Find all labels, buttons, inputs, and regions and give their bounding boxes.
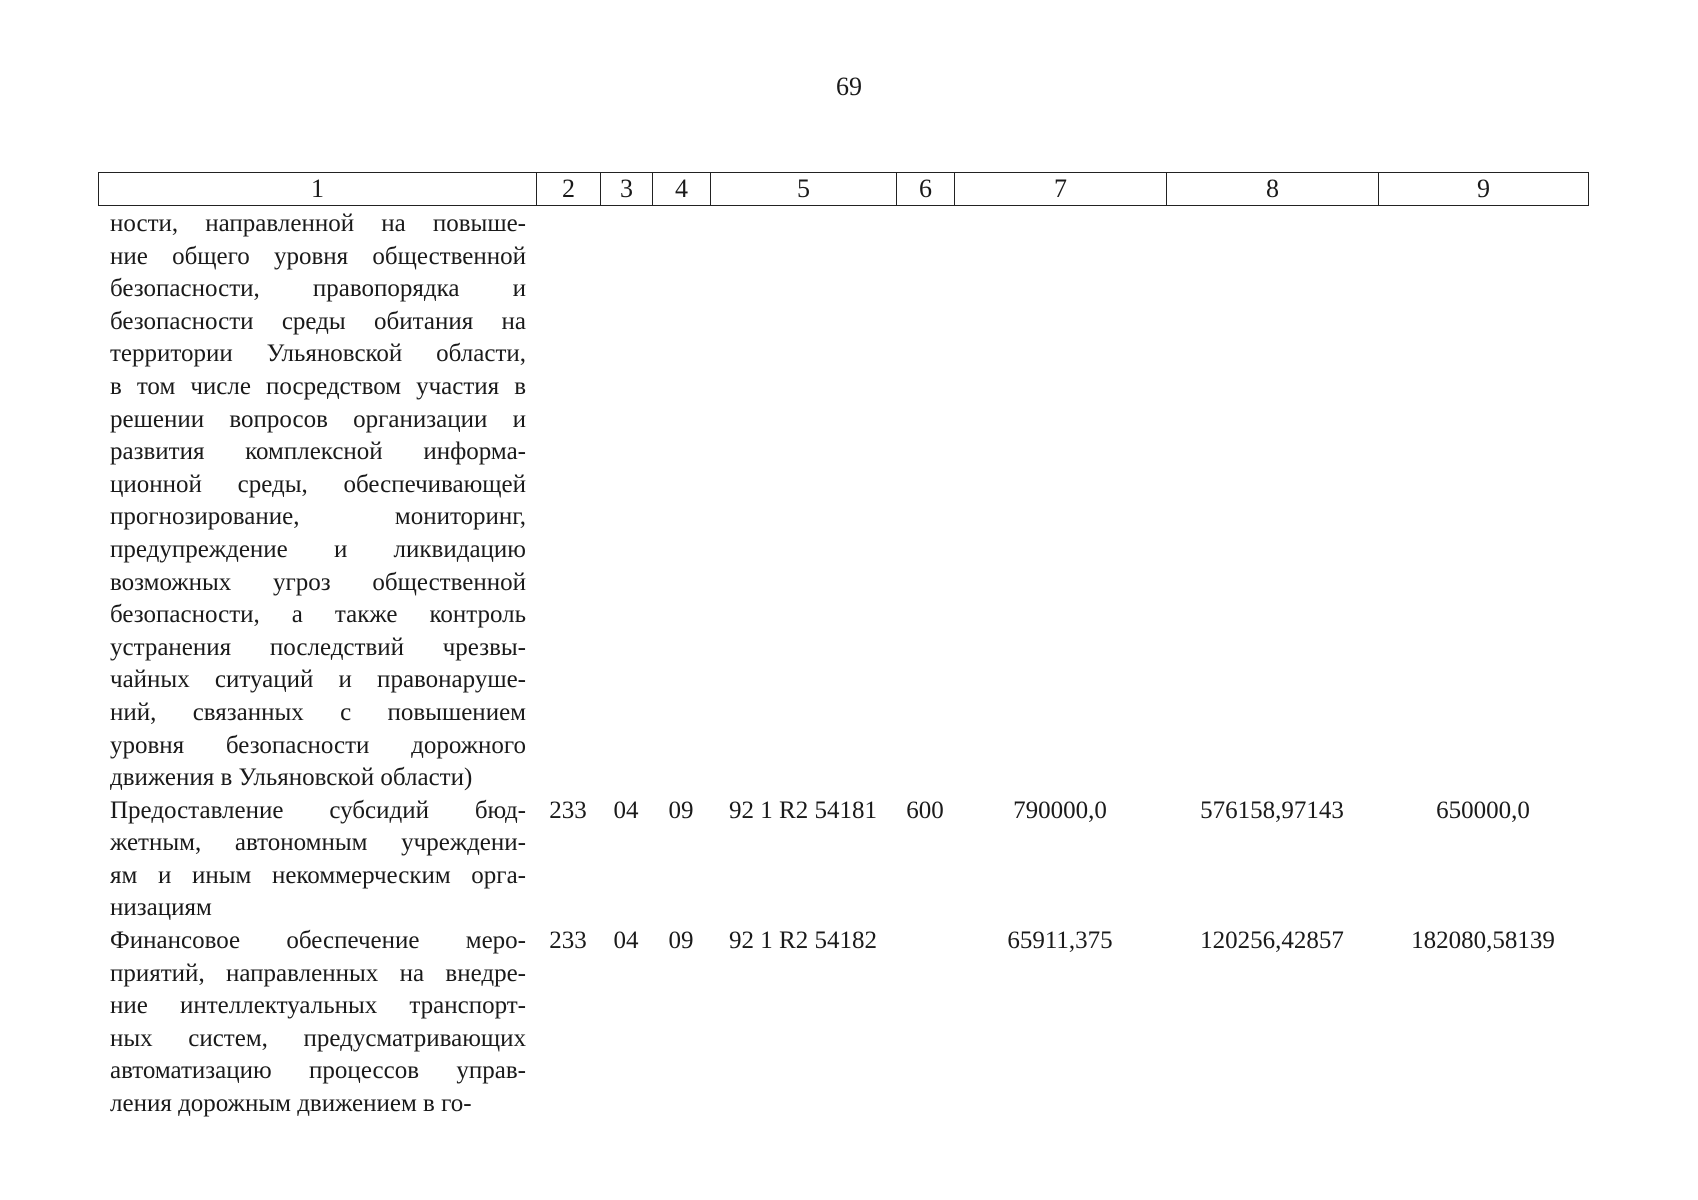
description-line: ям и иным некоммерческим орга- bbox=[110, 861, 526, 889]
row-amount-year-1 bbox=[954, 208, 1166, 795]
row-subsection-code: 04 bbox=[613, 796, 639, 824]
header-col-3: 3 bbox=[601, 173, 653, 206]
description-line: ности, направленной на повыше- bbox=[110, 210, 526, 237]
description-line: чайных ситуаций и правонаруше- bbox=[110, 666, 526, 694]
description-line: движения в Ульяновской области) bbox=[110, 764, 473, 792]
table-row bbox=[98, 795, 1588, 925]
row-amount-year-3 bbox=[1378, 208, 1588, 795]
row-description bbox=[98, 795, 536, 925]
description-line: уровня безопасности дорожного bbox=[110, 731, 526, 759]
description-line: безопасности, правопорядка и bbox=[110, 275, 526, 303]
row-amount-year-2: 576158,97143 bbox=[1200, 796, 1344, 824]
description-line: ние интеллектуальных транспорт- bbox=[110, 992, 526, 1020]
description-line: решении вопросов организации и bbox=[110, 405, 526, 433]
row-section-code: 233 bbox=[549, 927, 587, 955]
row-expense-type bbox=[896, 208, 954, 795]
row-expense-type: 600 bbox=[906, 796, 944, 824]
description-line: предупреждение и ликвидацию bbox=[110, 535, 526, 563]
row-amount-year-3: 650000,0 bbox=[1436, 796, 1530, 824]
row-group-code: 09 bbox=[668, 796, 694, 824]
header-row bbox=[99, 173, 1589, 206]
row-description bbox=[98, 925, 536, 1121]
row-subsection-code bbox=[600, 208, 652, 795]
description-line: прогнозирование, мониторинг, bbox=[110, 503, 526, 531]
description-line: развития комплексной информа- bbox=[110, 438, 526, 466]
description-line: жетным, автономным учреждени- bbox=[110, 829, 526, 857]
header-col-1: 1 bbox=[99, 173, 537, 206]
description-line: в том числе посредством участия в bbox=[110, 372, 526, 400]
row-amount-year-2: 120256,42857 bbox=[1200, 927, 1344, 955]
row-expense-type bbox=[896, 925, 954, 1121]
description-line: ние общего уровня общественной bbox=[110, 242, 526, 270]
description-line: ний, связанных с повышением bbox=[110, 698, 526, 726]
row-description bbox=[98, 208, 536, 795]
description-line: низациям bbox=[110, 894, 212, 922]
header-col-7: 7 bbox=[955, 173, 1167, 206]
description-line: Предоставление субсидий бюд- bbox=[110, 796, 526, 824]
row-group-code: 09 bbox=[668, 927, 694, 955]
table-header bbox=[98, 172, 1589, 206]
description-line: территории Ульяновской области, bbox=[110, 340, 526, 368]
description-line: приятий, направленных на внедре- bbox=[110, 959, 526, 987]
description-line: безопасности среды обитания на bbox=[110, 307, 526, 335]
table-row bbox=[98, 208, 1588, 795]
description-line: ных систем, предусматривающих bbox=[110, 1024, 526, 1052]
table-row bbox=[98, 925, 1588, 1121]
row-section-code: 233 bbox=[549, 796, 587, 824]
header-col-9: 9 bbox=[1379, 173, 1589, 206]
header-col-2: 2 bbox=[537, 173, 601, 206]
row-amount-year-1: 65911,375 bbox=[1007, 927, 1113, 955]
row-amount-year-1: 790000,0 bbox=[1013, 796, 1107, 824]
description-line: безопасности, а также контроль bbox=[110, 601, 526, 629]
description-line: Финансовое обеспечение меро- bbox=[110, 927, 526, 955]
row-subsection-code: 04 bbox=[613, 927, 639, 955]
row-group-code bbox=[652, 208, 710, 795]
description-line: ционной среды, обеспечивающей bbox=[110, 470, 526, 498]
description-line: возможных угроз общественной bbox=[110, 568, 526, 596]
row-section-code bbox=[536, 208, 600, 795]
row-target-article: 92 1 R2 54181 bbox=[729, 796, 877, 824]
header-col-4: 4 bbox=[653, 173, 711, 206]
row-target-article: 92 1 R2 54182 bbox=[729, 927, 877, 955]
description-line: автоматизацию процессов управ- bbox=[110, 1057, 526, 1085]
header-col-6: 6 bbox=[897, 173, 955, 206]
row-amount-year-2 bbox=[1166, 208, 1378, 795]
row-amount-year-3: 182080,58139 bbox=[1411, 927, 1555, 955]
page-number: 69 bbox=[836, 72, 862, 101]
description-line: ления дорожным движением в го- bbox=[110, 1090, 472, 1118]
header-col-8: 8 bbox=[1167, 173, 1379, 206]
table-body bbox=[98, 208, 1588, 1121]
header-col-5: 5 bbox=[711, 173, 897, 206]
description-line: устранения последствий чрезвы- bbox=[110, 633, 526, 661]
row-target-article bbox=[710, 208, 896, 795]
